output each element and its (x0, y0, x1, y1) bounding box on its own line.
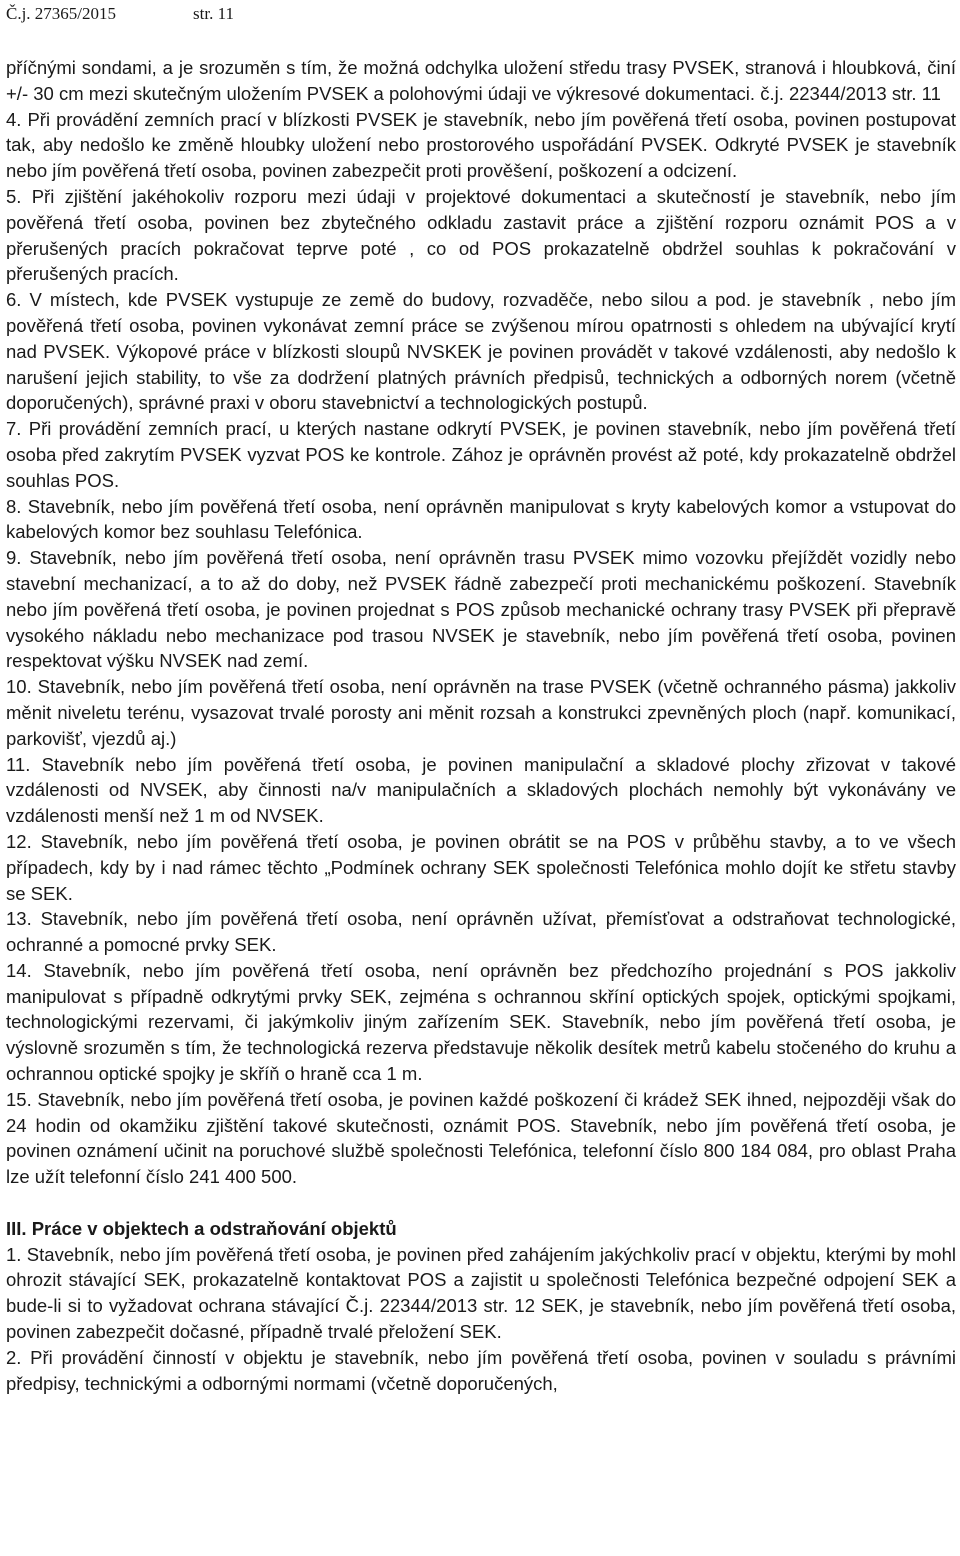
paragraph-item-4: 4. Při provádění zemních prací v blízkosti PVSEK je stavebník, nebo jím pověřená třetí osoba, povinen postupovat tak, aby nedošlo ke změně hloubky uložení nebo prostorového uspořádání PVSEK. Odkryté PVSEK je stavebník nebo jím pověřená třetí osoba, povinen zabezpečit proti prověšení, poškození a odcizení. (6, 108, 956, 182)
paragraph-item-15: 15. Stavebník, nebo jím pověřená třetí osoba, je povinen každé poškození či krádež SEK ihned, nejpozději však do 24 hodin od okamžiku zjištění takové skutečnosti, oznámit POS. Stavebník, nebo jím pověřená třetí osoba, je povinen oznámení učinit na poruchové službě společnosti Telefónica, telefonní číslo 800 184 084, pro oblast Praha lze užít telefonní číslo 241 400 500. (6, 1088, 956, 1188)
paragraph-item-12: 12. Stavebník, nebo jím pověřená třetí osoba, je povinen obrátit se na POS v průběhu stavby, a to ve všech případech, kdy by i nad rámec těchto „Podmínek ochrany SEK společnosti Telefónica mohlo dojít ke střetu stavby se SEK. (6, 830, 956, 904)
paragraph-item-5: 5. Při zjištění jakéhokoliv rozporu mezi údaji v projektové dokumentaci a skutečností je stavebník, nebo jím pověřená třetí osoba, povinen bez zbytečného odkladu zastavit práce a zjištění rozporu oznámit POS a v přerušených pracích pokračovat teprve poté , co od POS prokazatelně obdržel souhlas k pokračování v přerušených pracích. (6, 185, 956, 285)
paragraph-item-9: 9. Stavebník, nebo jím pověřená třetí osoba, není oprávněn trasu PVSEK mimo vozovku přejíždět vozidly nebo stavební mechanizací, a to až do doby, než PVSEK řádně zabezpečí proti mechanickému poškození. Stavebník nebo jím pověřená třetí osoba, je povinen projednat s POS způsob mechanické ochrany trasy PVSEK při přepravě vysokého nákladu nebo mechanizace pod trasou NVSEK je stavebník, nebo jím pověřená třetí osoba, povinen respektovat výšku NVSEK nad zemí. (6, 547, 956, 672)
paragraph-item-7: 7. Při provádění zemních prací, u kterých nastane odkrytí PVSEK, je povinen stavebník, nebo jím pověřená třetí osoba před zakrytím PVSEK vyzvat POS ke kontrole. Zához je oprávněn provést až poté, kdy prokazatelně obdržel souhlas POS. (6, 418, 956, 491)
paragraph-item-14: 14. Stavebník, nebo jím pověřená třetí osoba, není oprávněn bez předchozího projednání s POS jakkoliv manipulovat s případně odkrytými prvky SEK, zejména s ochrannou skříní optických spojek, optickými spojkami, technologickými rezervami, či jakýmkoliv jiným zařízením SEK. Stavebník, nebo jím pověřená třetí osoba, je výslovně srozuměn s tím, že technologická rezerva představuje několik desítek metrů kabelu stočeného do kruhu a ochrannou optické spojky je skříň o hraně cca 1 m. (6, 959, 956, 1085)
paragraph-item-6: 6. V místech, kde PVSEK vystupuje ze země do budovy, rozvaděče, nebo silou a pod. je stavebník , nebo jím pověřená třetí osoba, povinen vykonávat zemní práce se zvýšenou mírou opatrnosti s ohledem na ubývající krytí nad PVSEK. Výkopové práce v blízkosti sloupů NVSKEK je povinen provádět v takové vzdálenosti, aby nedošlo k narušení jejich stability, to vše za dodržení platných právních předpisů, technických a odborných norem (včetně doporučených), správné praxi v oboru stavebnictví a technologických postupů. (6, 289, 956, 414)
document-body (6, 55, 956, 1396)
paragraph-continuation: příčnými sondami, a je srozuměn s tím, že možná odchylka uložení středu trasy PVSEK, stranová i hloubková, činí +/- 30 cm mezi skutečným uložením PVSEK a polohovými údaji ve výkresové dokumentaci. č.j. 22344/2013 str. 11 (6, 57, 956, 104)
paragraph-item-13: 13. Stavebník, nebo jím pověřená třetí osoba, není oprávněn užívat, přemísťovat a odstraňovat technologické, ochranné a pomocné prvky SEK. (6, 908, 956, 956)
paragraph-item-10: 10. Stavebník, nebo jím pověřená třetí osoba, není oprávněn na trase PVSEK (včetně ochranného pásma) jakkoliv měnit niveletu terénu, vysazovat trvalé porosty ani měnit rozsah a konstrukci zpevněných ploch (např. komunikací, parkovišť, vjezdů aj.) (6, 676, 956, 749)
document-reference: Č.j. 27365/2015 (6, 4, 117, 23)
paragraph-item-8: 8. Stavebník, nebo jím pověřená třetí osoba, není oprávněn manipulovat s kryty kabelových komor a vstupovat do kabelových komor bez souhlasu Telefónica. (6, 495, 956, 543)
paragraph-item-11: 11. Stavebník nebo jím pověřená třetí osoba, je povinen manipulační a skladové plochy zřizovat v takové vzdálenosti od NVSEK, aby činnosti na/v manipulačních a skladových plochách nemohly být vykonávány ve vzdálenosti menší než 1 m od NVSEK. (6, 753, 956, 827)
section-paragraph-1: 1. Stavebník, nebo jím pověřená třetí osoba, je povinen před zahájením jakýchkoliv prací v objektu, kterými by mohl ohrozit stávající SEK, prokazatelně kontaktovat POS a zajistit u společnosti Telefónica bezpečné odpojení SEK a bude-li si to vyžadovat ochrana stávající Č.j. 22344/2013 str. 12 SEK, je stavebník, nebo jím pověřená třetí osoba, povinen zabezpečit dočasné, případně trvalé přeložení SEK. (6, 1243, 956, 1343)
page-number: str. 11 (193, 4, 234, 23)
section-paragraph-2: 2. Při provádění činností v objektu je stavebník, nebo jím pověřená třetí osoba, povinen v souladu s právními předpisy, technickými a odbornými normami (včetně doporučených, (6, 1346, 956, 1394)
page-header (6, 4, 234, 24)
section-heading: III. Práce v objektech a odstraňování objektů (6, 1217, 397, 1239)
